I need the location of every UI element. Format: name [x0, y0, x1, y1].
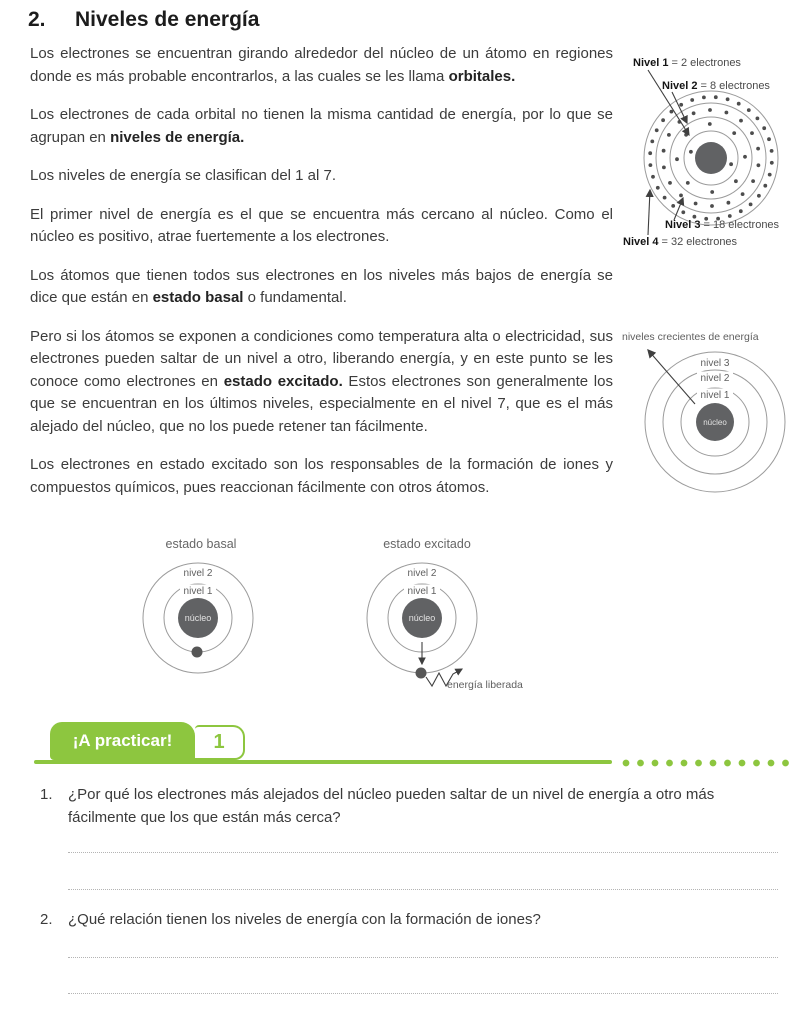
- label-nivel-3: Nivel 3 = 18 electrones: [665, 219, 780, 231]
- paragraph: Los átomos que tienen todos sus electrones en los niveles más bajos de energía se dice que están en estado basal o fundamental.: [30, 266, 613, 306]
- label-nivel-1: nivel 1: [700, 390, 730, 401]
- body-text: [30, 43, 613, 515]
- nucleus-label: núcleo: [184, 613, 212, 623]
- section-number: 2.: [28, 8, 46, 31]
- answer-line[interactable]: [68, 889, 778, 890]
- answer-line[interactable]: [68, 957, 778, 958]
- answer-line[interactable]: [68, 852, 778, 853]
- label-nivel-2: nivel 2: [700, 373, 730, 384]
- practice-number: 1: [213, 731, 225, 753]
- nucleus-label: núcleo: [703, 418, 727, 427]
- electron-dot: [192, 647, 203, 658]
- label-nivel-3: nivel 3: [700, 358, 730, 369]
- label-nivel-2: nivel 2: [183, 568, 213, 579]
- nucleus-label: núcleo: [408, 613, 436, 623]
- question-number: 2.: [40, 911, 53, 928]
- label-nivel-1: nivel 1: [183, 586, 213, 597]
- label-nivel-4: Nivel 4 = 32 electrones: [623, 236, 738, 248]
- paragraph: Los niveles de energía se clasifican del 1 al 7.: [30, 167, 337, 184]
- paragraph: Los electrones en estado excitado son los responsables de la formación de iones y compuestos químicos, pues reaccionan fácilmente con otros átomos.: [30, 456, 613, 496]
- figure-title: estado basal: [165, 537, 237, 551]
- question-number: 1.: [40, 786, 53, 803]
- practice-divider-line: [34, 760, 612, 764]
- paragraph: El primer nivel de energía es el que se encuentra más cercano al núcleo. Como el núcleo es positivo, atrae fuertemente a los electrones.: [30, 205, 613, 245]
- paragraph: Los electrones se encuentran girando alrededor del núcleo de un átomo en regiones donde es más probable encontrarlos, a las cuales se les llama orbitales.: [30, 45, 613, 85]
- electron-dot: [416, 668, 427, 679]
- figure-caption: niveles crecientes de energía: [622, 331, 759, 343]
- label-nivel-1: Nivel 1 = 2 electrones: [633, 57, 741, 69]
- label-nivel-2: nivel 2: [407, 568, 437, 579]
- question-2: [40, 908, 780, 931]
- label-nivel-1: nivel 1: [407, 586, 437, 597]
- energy-released-label: energía liberada: [447, 679, 523, 691]
- figure-title: estado excitado: [383, 537, 471, 551]
- arrow-nivel4-icon: [648, 190, 650, 235]
- figure-excited-state: [338, 530, 553, 698]
- paragraph: Pero si los átomos se exponen a condiciones como temperatura alta o electricidad, sus electrones pueden saltar de un nivel a otro, liberando energía, y en este punto se les conoce como electrones en estado excitado. Estos electrones son generalmente los que se encuentran en los últimos niveles, especialmente en el nivel 7, que es el más alejado del núcleo, que no los puede retener tan fácilmente.: [30, 327, 613, 435]
- practice-banner: [50, 722, 195, 760]
- practice-banner-label: ¡A practicar!: [72, 731, 173, 750]
- label-nivel-2: Nivel 2 = 8 electrones: [662, 80, 770, 92]
- figure-increasing-levels: [615, 326, 793, 498]
- practice-number-tab: [195, 725, 245, 760]
- figure-ground-state: [116, 530, 286, 682]
- question-1: [40, 783, 780, 829]
- question-text: ¿Qué relación tienen los niveles de energía con la formación de iones?: [68, 911, 541, 928]
- nucleus-circle: [695, 142, 727, 174]
- question-text: ¿Por qué los electrones más alejados del núcleo pueden saltar de un nivel de energía a otro más fácilmente que los que están más cerca?: [68, 786, 715, 826]
- paragraph: Los electrones de cada orbital no tienen la misma cantidad de energía, por lo que se agrupan en niveles de energía.: [30, 106, 613, 146]
- answer-line[interactable]: [68, 993, 778, 994]
- section-title: Niveles de energía: [75, 8, 260, 31]
- figure-atom-levels: [620, 46, 793, 260]
- dotted-divider: [622, 759, 793, 767]
- increasing-energy-arrow-icon: [648, 350, 695, 404]
- page-title: [28, 8, 259, 32]
